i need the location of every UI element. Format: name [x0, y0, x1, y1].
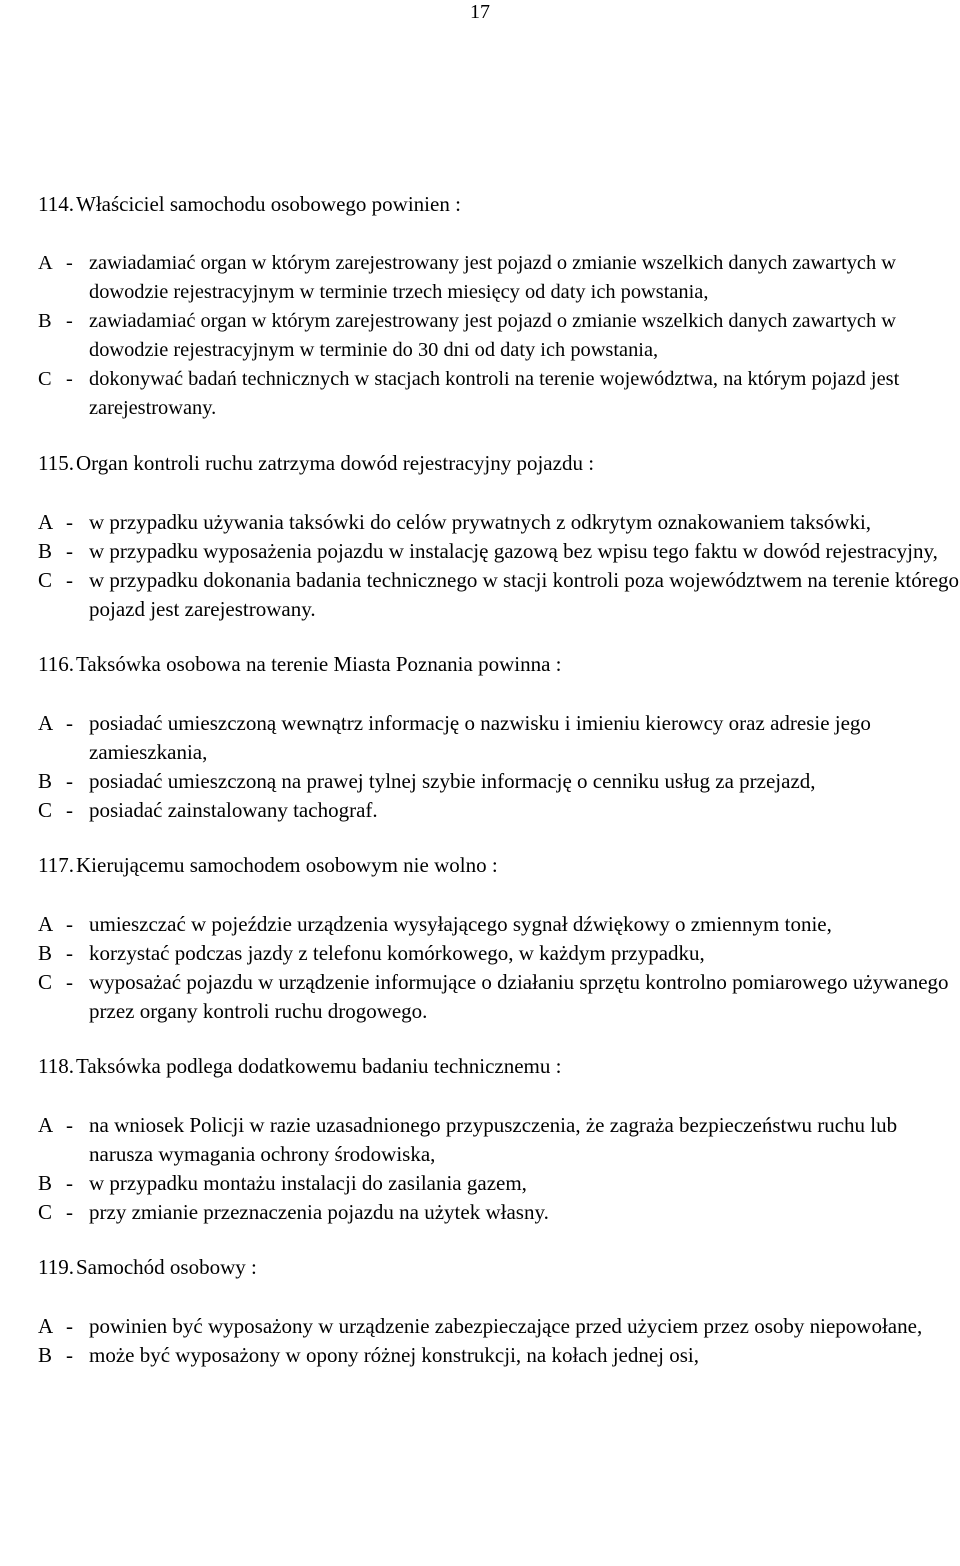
answer-text: w przypadku używania taksówki do celów prywatnych z odkrytym oznakowaniem taksówki, — [89, 510, 872, 534]
answer-c — [38, 968, 960, 1026]
answer-letter: A — [38, 1314, 54, 1338]
answer-letter: C — [38, 1200, 53, 1224]
answer-dash: - — [66, 310, 73, 332]
answer-text: korzystać podczas jazdy z telefonu komórkowego, w każdym przypadku, — [89, 941, 705, 965]
answer-c — [38, 566, 960, 624]
answer-b — [38, 1341, 960, 1370]
question-number: 115. — [38, 451, 74, 475]
answer-b — [38, 537, 960, 566]
answer-text: zawiadamiać organ w którym zarejestrowany jest pojazd o zmianie wszelkich danych zawartych w dowodzie rejestracyjnym w terminie trzech miesięcy od daty ich powstania, — [89, 252, 896, 303]
answer-text: może być wyposażony w opony różnej konstrukcji, na kołach jednej osi, — [89, 1343, 700, 1367]
answer-dash: - — [66, 252, 73, 274]
answer-a — [38, 508, 960, 537]
answer-text: dokonywać badań technicznych w stacjach kontroli na terenie województwa, na którym pojazd jest zarejestrowany. — [89, 368, 900, 419]
answer-b — [38, 1169, 960, 1198]
question-number: 118. — [38, 1054, 74, 1078]
answer-dash: - — [66, 1200, 73, 1224]
answer-dash: - — [66, 912, 73, 936]
answer-letter: B — [38, 1343, 53, 1367]
answer-dash: - — [66, 1343, 73, 1367]
answer-letter: C — [38, 568, 53, 592]
answer-text: w przypadku wyposażenia pojazdu w instalację gazową bez wpisu tego faktu w dowód rejestracyjny, — [89, 539, 938, 563]
question-number: 116. — [38, 652, 74, 676]
answer-letter: B — [38, 310, 52, 332]
question-header — [38, 1052, 960, 1081]
question-116 — [38, 650, 960, 825]
question-header — [38, 449, 960, 478]
question-text: Samochód osobowy : — [76, 1255, 257, 1279]
answer-dash: - — [66, 769, 73, 793]
answer-letter: C — [38, 368, 52, 390]
answer-text: umieszczać w pojeździe urządzenia wysyłającego sygnał dźwiękowy o zmiennym tonie, — [89, 912, 832, 936]
question-text: Taksówka podlega dodatkowemu badaniu technicznemu : — [76, 1054, 562, 1078]
question-header — [38, 851, 960, 880]
answer-dash: - — [66, 539, 73, 563]
answer-dash: - — [66, 368, 73, 390]
answer-text: posiadać zainstalowany tachograf. — [89, 798, 378, 822]
page-number: 17 — [470, 1, 490, 23]
answer-letter: C — [38, 970, 53, 994]
question-header — [38, 650, 960, 679]
answer-c — [38, 1198, 960, 1227]
answer-b — [38, 307, 960, 365]
answer-dash: - — [66, 1171, 73, 1195]
question-number: 117. — [38, 853, 74, 877]
answer-dash: - — [66, 798, 73, 822]
answer-text: na wniosek Policji w razie uzasadnionego przypuszczenia, że zagraża bezpieczeństwu ruchu lub narusza wymagania ochrony środowiska, — [89, 1113, 898, 1166]
answer-b — [38, 939, 960, 968]
question-text: Właściciel samochodu osobowego powinien : — [76, 192, 461, 216]
question-number: 119. — [38, 1255, 74, 1279]
answer-a — [38, 1312, 960, 1341]
answer-c — [38, 365, 960, 423]
answer-dash: - — [66, 711, 73, 735]
answer-letter: A — [38, 1113, 54, 1137]
answer-letter: C — [38, 798, 53, 822]
answer-text: zawiadamiać organ w którym zarejestrowany jest pojazd o zmianie wszelkich danych zawartych w dowodzie rejestracyjnym w terminie do 30 dni od daty ich powstania, — [89, 310, 896, 361]
answer-dash: - — [66, 970, 73, 994]
question-header — [38, 190, 960, 219]
answer-a — [38, 249, 960, 307]
answer-letter: A — [38, 912, 54, 936]
question-114 — [38, 190, 960, 423]
answer-text: posiadać umieszczoną na prawej tylnej szybie informację o cenniku usług za przejazd, — [89, 769, 816, 793]
question-115 — [38, 449, 960, 624]
answer-text: w przypadku dokonania badania technicznego w stacji kontroli poza województwem na terenie którego pojazd jest zarejestrowany. — [89, 568, 960, 621]
question-117 — [38, 851, 960, 1026]
questions-list — [38, 190, 960, 1396]
answer-a — [38, 709, 960, 767]
answer-c — [38, 796, 960, 825]
answer-b — [38, 767, 960, 796]
answer-a — [38, 1111, 960, 1169]
answer-letter: B — [38, 941, 53, 965]
answer-letter: B — [38, 539, 53, 563]
question-119 — [38, 1253, 960, 1370]
question-text: Organ kontroli ruchu zatrzyma dowód rejestracyjny pojazdu : — [76, 451, 595, 475]
answer-a — [38, 910, 960, 939]
answer-dash: - — [66, 568, 73, 592]
answer-text: przy zmianie przeznaczenia pojazdu na użytek własny. — [89, 1200, 549, 1224]
answer-text: wyposażać pojazdu w urządzenie informujące o działaniu sprzętu kontrolno pomiarowego używanego przez organy kontroli ruchu drogowego. — [89, 970, 949, 1023]
answer-dash: - — [66, 510, 73, 534]
answer-dash: - — [66, 941, 73, 965]
answer-dash: - — [66, 1314, 73, 1338]
question-text: Kierującemu samochodem osobowym nie wolno : — [76, 853, 498, 877]
answer-dash: - — [66, 1113, 73, 1137]
answer-text: w przypadku montażu instalacji do zasilania gazem, — [89, 1171, 527, 1195]
answer-text: posiadać umieszczoną wewnątrz informację o nazwisku i imieniu kierowcy oraz adresie jego zamieszkania, — [89, 711, 871, 764]
question-118 — [38, 1052, 960, 1227]
answer-letter: B — [38, 1171, 53, 1195]
question-number: 114. — [38, 192, 74, 216]
answer-letter: B — [38, 769, 53, 793]
answer-letter: A — [38, 711, 54, 735]
answer-letter: A — [38, 252, 53, 274]
answer-text: powinien być wyposażony w urządzenie zabezpieczające przed użyciem przez osoby niepowołane, — [89, 1314, 923, 1338]
answer-letter: A — [38, 510, 54, 534]
question-header — [38, 1253, 960, 1282]
question-text: Taksówka osobowa na terenie Miasta Poznania powinna : — [76, 652, 562, 676]
